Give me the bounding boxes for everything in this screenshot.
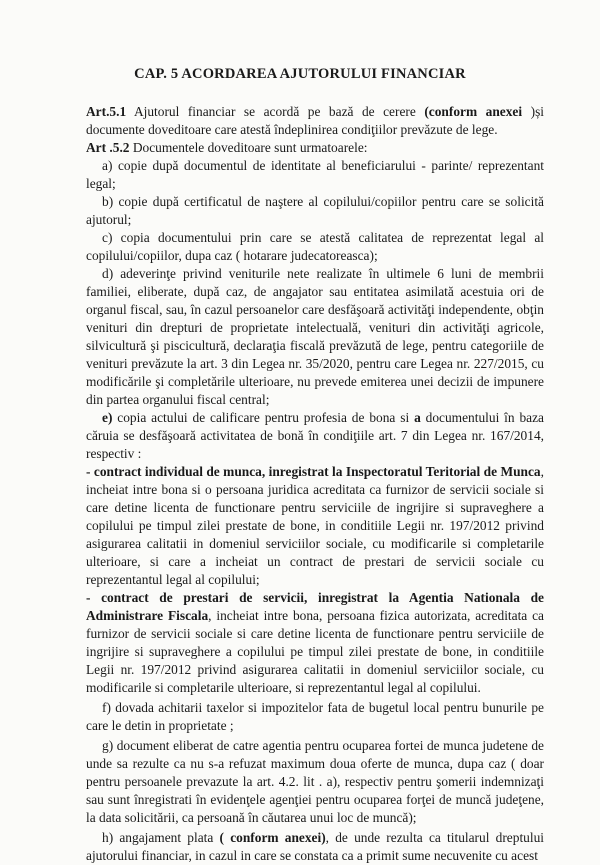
- item-e: [86, 409, 544, 463]
- item-c: c) copia documentului prin care se atestă calitatea de reprezentat legal al copilului/copiilor, dupa caz ( hotarare judecatoreasca);: [86, 230, 544, 263]
- article-5-1-text-2: )și documente doveditoare care atestă îndeplinirea condiţiilor prevăzute de lege.: [86, 104, 544, 137]
- item-h: [86, 829, 544, 865]
- contract-prestari-heading: - contract de prestari de servicii, inregistrat la Agentia Nationala de Administrare Fiscala: [86, 590, 544, 623]
- item-h-annex-ref: ( conform anexei): [219, 830, 326, 845]
- document-body: [86, 103, 544, 865]
- item-e-letter: e): [102, 410, 113, 425]
- item-e-bold-a: a: [414, 410, 421, 425]
- contract-prestari-text: , incheiat intre bona, persoana fizica autorizata, acreditata ca furnizor de servicii sociale si care detine licenta de functionare pentru serviciile de ingrijire si supraveghere a copilului pe timpul zilei prestate de bone, in conditiile Legii nr. 197/2012 privind asigurarea calitatii in domeniul serviciilor sociale, cu modificarile si completarile ulterioare, si reprezentantul legal al copilului.: [86, 608, 544, 695]
- item-e-text-2: documentului în baza căruia se desfăşoară activitatea de bonă în condiţiile art. 7 din Legea nr. 167/2014, respectiv :: [86, 410, 544, 461]
- item-b: b) copie după certificatul de naştere al copilului/copiilor pentru care se solicită ajutorul;: [86, 194, 544, 227]
- chapter-title: CAP. 5 ACORDAREA AJUTORULUI FINANCIAR: [134, 66, 466, 82]
- article-5-2-text: Documentele doveditoare sunt urmatoarele:: [129, 140, 368, 155]
- item-e-text-1: copia actului de calificare pentru profesia de bona si: [112, 410, 415, 425]
- item-h-text-2: , de unde rezulta ca titularul dreptului ajutorului financiar, in cazul in care se constata ca a primit sume necuvenite cu acest: [86, 830, 544, 863]
- contract-individual: [86, 463, 544, 589]
- article-5-1-text-1: Ajutorul financiar se acordă pe bază de cerere: [126, 104, 425, 119]
- item-d: d) adeverinţe privind veniturile nete realizate în ultimele 6 luni de membrii familiei, eliberate, după caz, de angajator sau entitatea asimilată acestuia ori de organul fiscal, sau, în cazul persoanelor care desfăşoară activităţi independente, obţin venituri din drepturi de proprietate intelectuală, venituri din activităţi agricole, silvicultură şi piscicultură, declaraţia fiscală prevăzută de lege, pentru categoriile de venituri prevăzute la art. 3 din Legea nr. 35/2020, pentru care Legea nr. 227/2015, cu modificările şi completările ulterioare, nu prevede emiterea unei decizii de impunere din partea organului fiscal central;: [86, 266, 544, 407]
- item-a: a) copie după documentul de identitate al beneficiarului - parinte/ reprezentant legal;: [86, 158, 544, 191]
- item-g: g) document eliberat de catre agentia pentru ocuparea fortei de munca judetene de unde sa rezulte ca nu s-a refuzat maximum doua oferte de munca, dupa caz ( doar pentru persoanele prevazute la art. 4.2. lit . a), respectiv pentru şomerii indemnizaţi sau sunt înregistrati în evidenţele agenţiei pentru ocuparea forţei de muncă judeţene, la data solicitării, ca persoană în căutarea unui loc de muncă);: [86, 738, 544, 825]
- item-h-text-1: h) angajament plata: [102, 830, 220, 845]
- contract-prestari: [86, 589, 544, 697]
- contract-individual-heading: - contract individual de munca, inregistrat la Inspectoratul Teritorial de Munca: [86, 464, 541, 479]
- item-f: f) dovada achitarii taxelor si impozitelor fata de bugetul local pentru bunurile pe care le detin in proprietate ;: [86, 700, 544, 733]
- article-5-1: [86, 103, 544, 139]
- article-5-2-label: Art .5.2: [86, 140, 130, 155]
- contract-individual-text: , incheiat intre bona si o persoana juridica acreditata ca furnizor de servicii sociale si care detine licenta de functionare pentru serviciile de ingrijire si supraveghere a copilului pe timpul zilei prestate de bone, in conditiile Legii nr. 197/2012 privind asigurarea calitatii in domeniul serviciilor sociale, cu modificarile si completarile ulterioare, si care a incheiat un contract de prestari de servicii sociale cu reprezentantul legal al copilului;: [86, 464, 544, 587]
- article-5-2: [86, 139, 544, 157]
- article-5-1-annex-ref: (conform anexei: [424, 104, 523, 119]
- article-5-1-label: Art.5.1: [86, 104, 127, 119]
